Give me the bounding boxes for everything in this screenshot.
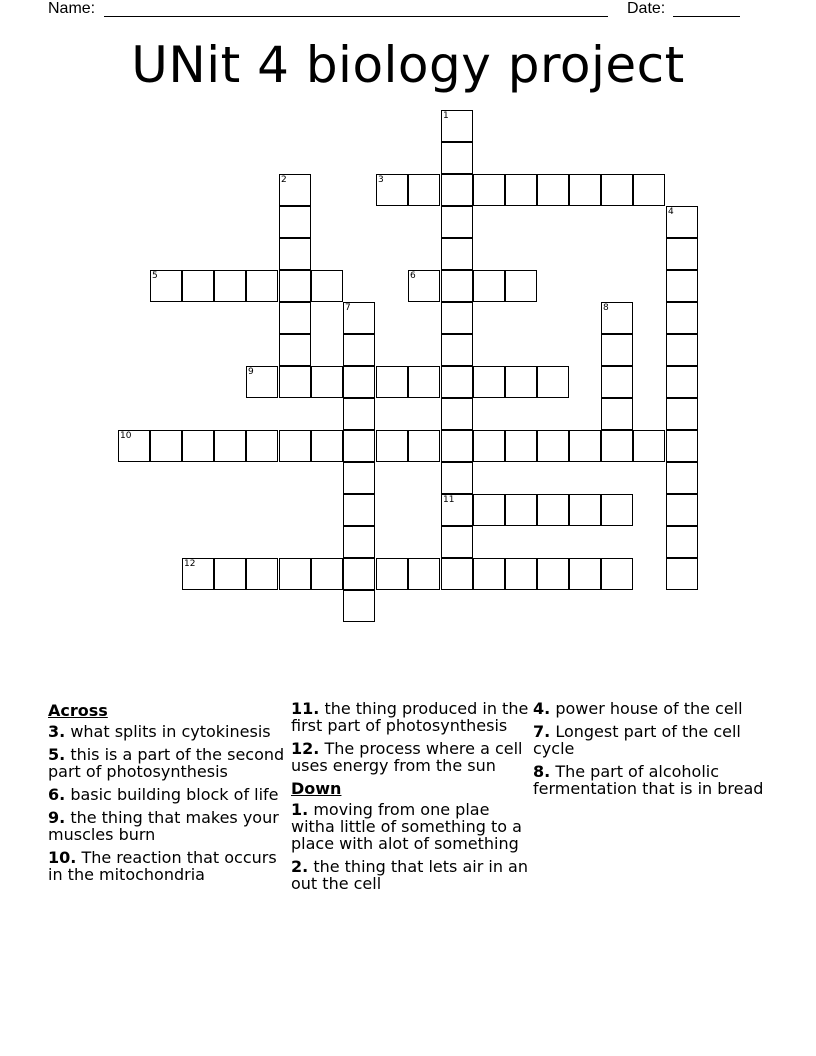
down-heading: Down [291, 779, 342, 798]
crossword-cell[interactable] [569, 174, 601, 206]
crossword-cell[interactable] [441, 366, 473, 398]
crossword-cell[interactable] [666, 366, 698, 398]
crossword-cell[interactable] [182, 558, 214, 590]
crossword-cell[interactable] [505, 270, 537, 302]
crossword-cell[interactable] [666, 270, 698, 302]
crossword-cell[interactable] [666, 558, 698, 590]
crossword-cell[interactable] [343, 334, 375, 366]
clue-number: 7. [533, 722, 551, 741]
crossword-cell[interactable] [311, 558, 343, 590]
cell-number: 7 [345, 303, 351, 313]
crossword-cell[interactable] [279, 334, 311, 366]
clue-number: 4. [533, 699, 551, 718]
crossword-cell[interactable] [182, 270, 214, 302]
cell-number: 9 [248, 367, 254, 377]
cell-number: 10 [120, 431, 132, 441]
clue-column-2 [291, 700, 531, 898]
crossword-cell[interactable] [441, 430, 473, 462]
clue-text: the thing that lets air in an out the cell [291, 857, 528, 893]
crossword-cell[interactable] [473, 174, 505, 206]
crossword-cell[interactable] [666, 302, 698, 334]
crossword-cell[interactable] [343, 494, 375, 526]
crossword-cell[interactable] [441, 494, 473, 526]
clue-number: 6. [48, 785, 66, 804]
crossword-cell[interactable] [537, 174, 569, 206]
clue-number: 8. [533, 762, 551, 781]
date-label: Date: [627, 0, 666, 17]
crossword-cell[interactable] [441, 526, 473, 558]
crossword-cell[interactable] [441, 110, 473, 142]
crossword-cell[interactable] [376, 174, 408, 206]
crossword-cell[interactable] [441, 206, 473, 238]
crossword-cell[interactable] [441, 238, 473, 270]
clue-text: The process where a cell uses energy from the sun [291, 739, 523, 775]
clue-across-9 [48, 809, 288, 843]
crossword-cell[interactable] [343, 558, 375, 590]
crossword-cell[interactable] [505, 174, 537, 206]
crossword-cell[interactable] [343, 590, 375, 622]
clue-text: Longest part of the cell cycle [533, 722, 741, 758]
crossword-cell[interactable] [666, 494, 698, 526]
page-title: UNit 4 biology project [131, 36, 685, 94]
clue-text: moving from one plae witha little of something to a place with alot of something [291, 800, 522, 853]
crossword-cell[interactable] [279, 366, 311, 398]
crossword-cell[interactable] [505, 558, 537, 590]
crossword-cell[interactable] [505, 494, 537, 526]
clue-text: the thing produced in the first part of photosynthesis [291, 699, 529, 735]
clue-across-3 [48, 723, 288, 740]
crossword-cell[interactable] [666, 238, 698, 270]
crossword-cell[interactable] [343, 398, 375, 430]
crossword-cell[interactable] [441, 270, 473, 302]
crossword-cell[interactable] [601, 174, 633, 206]
crossword-cell[interactable] [633, 430, 665, 462]
crossword-cell[interactable] [537, 494, 569, 526]
crossword-cell[interactable] [279, 174, 311, 206]
crossword-cell[interactable] [246, 366, 278, 398]
crossword-cell[interactable] [150, 270, 182, 302]
clue-text: The reaction that occurs in the mitochondria [48, 848, 277, 884]
crossword-cell[interactable] [214, 270, 246, 302]
clue-number: 5. [48, 745, 66, 764]
crossword-cell[interactable] [473, 494, 505, 526]
crossword-cell[interactable] [408, 558, 440, 590]
crossword-cell[interactable] [343, 430, 375, 462]
cell-number: 11 [443, 495, 455, 505]
crossword-cell[interactable] [246, 430, 278, 462]
crossword-cell[interactable] [343, 302, 375, 334]
crossword-cell[interactable] [150, 430, 182, 462]
clue-number: 10. [48, 848, 77, 867]
crossword-cell[interactable] [505, 430, 537, 462]
crossword-cell[interactable] [569, 430, 601, 462]
cell-number: 6 [410, 271, 416, 281]
clue-across-12 [291, 740, 531, 774]
crossword-cell[interactable] [473, 270, 505, 302]
crossword-cell[interactable] [666, 430, 698, 462]
crossword-cell[interactable] [569, 494, 601, 526]
crossword-cell[interactable] [601, 334, 633, 366]
crossword-cell[interactable] [182, 430, 214, 462]
crossword-cell[interactable] [473, 366, 505, 398]
crossword-cell[interactable] [441, 302, 473, 334]
crossword-cell[interactable] [279, 430, 311, 462]
cell-number: 5 [152, 271, 158, 281]
crossword-cell[interactable] [408, 430, 440, 462]
clue-down-7 [533, 723, 773, 757]
cell-number: 8 [603, 303, 609, 313]
crossword-cell[interactable] [214, 430, 246, 462]
crossword-cell[interactable] [537, 430, 569, 462]
crossword-cell[interactable] [666, 462, 698, 494]
crossword-cell[interactable] [441, 334, 473, 366]
crossword-cell[interactable] [408, 174, 440, 206]
crossword-cell[interactable] [473, 558, 505, 590]
crossword-cell[interactable] [279, 238, 311, 270]
cell-number: 2 [281, 175, 287, 185]
clue-column-3 [533, 700, 773, 803]
crossword-cell[interactable] [601, 558, 633, 590]
crossword-cell[interactable] [666, 398, 698, 430]
crossword-cell[interactable] [279, 558, 311, 590]
name-label: Name: [48, 0, 96, 17]
clue-down-1 [291, 801, 531, 852]
clue-across-11 [291, 700, 531, 734]
cell-number: 3 [378, 175, 384, 185]
crossword-cell[interactable] [279, 302, 311, 334]
across-heading: Across [48, 701, 108, 720]
crossword-cell[interactable] [118, 430, 150, 462]
cell-number: 12 [184, 559, 196, 569]
clue-number: 2. [291, 857, 309, 876]
crossword-cell[interactable] [601, 494, 633, 526]
clue-column-1 [48, 700, 288, 889]
crossword-cell[interactable] [343, 526, 375, 558]
clue-text: the thing that makes your muscles burn [48, 808, 279, 844]
clue-down-2 [291, 858, 531, 892]
crossword-cell[interactable] [601, 366, 633, 398]
crossword-cell[interactable] [666, 206, 698, 238]
cell-number: 1 [443, 111, 449, 121]
crossword-cell[interactable] [246, 270, 278, 302]
crossword-cell[interactable] [441, 174, 473, 206]
crossword-cell[interactable] [343, 366, 375, 398]
crossword-cell[interactable] [441, 398, 473, 430]
clue-number: 12. [291, 739, 320, 758]
clue-number: 9. [48, 808, 66, 827]
clue-text: basic building block of life [70, 785, 279, 804]
crossword-cell[interactable] [441, 142, 473, 174]
clue-down-4 [533, 700, 773, 717]
clue-number: 11. [291, 699, 320, 718]
crossword-cell[interactable] [343, 462, 375, 494]
crossword-cell[interactable] [441, 462, 473, 494]
cell-number: 4 [668, 207, 674, 217]
crossword-cell[interactable] [666, 526, 698, 558]
clue-across-6 [48, 786, 288, 803]
crossword-cell[interactable] [601, 430, 633, 462]
crossword-cell[interactable] [408, 270, 440, 302]
crossword-cell[interactable] [279, 206, 311, 238]
clue-down-8 [533, 763, 773, 797]
crossword-cell[interactable] [537, 366, 569, 398]
crossword-cell[interactable] [376, 366, 408, 398]
crossword-cell[interactable] [473, 430, 505, 462]
clue-across-10 [48, 849, 288, 883]
clue-text: this is a part of the second part of photosynthesis [48, 745, 285, 781]
crossword-cell[interactable] [537, 558, 569, 590]
crossword-cell[interactable] [376, 430, 408, 462]
crossword-cell[interactable] [601, 302, 633, 334]
clue-text: The part of alcoholic fermentation that is in bread [533, 762, 764, 798]
crossword-cell[interactable] [441, 558, 473, 590]
crossword-cell[interactable] [666, 334, 698, 366]
clue-number: 1. [291, 800, 309, 819]
crossword-cell[interactable] [569, 558, 601, 590]
crossword-cell[interactable] [408, 366, 440, 398]
crossword-cell[interactable] [279, 270, 311, 302]
clue-across-5 [48, 746, 288, 780]
crossword-cell[interactable] [246, 558, 278, 590]
crossword-cell[interactable] [311, 430, 343, 462]
crossword-cell[interactable] [376, 558, 408, 590]
crossword-cell[interactable] [311, 270, 343, 302]
clue-text: power house of the cell [555, 699, 743, 718]
crossword-cell[interactable] [505, 366, 537, 398]
crossword-cell[interactable] [633, 174, 665, 206]
clue-text: what splits in cytokinesis [70, 722, 271, 741]
crossword-cell[interactable] [311, 366, 343, 398]
crossword-cell[interactable] [214, 558, 246, 590]
clue-number: 3. [48, 722, 66, 741]
crossword-cell[interactable] [601, 398, 633, 430]
